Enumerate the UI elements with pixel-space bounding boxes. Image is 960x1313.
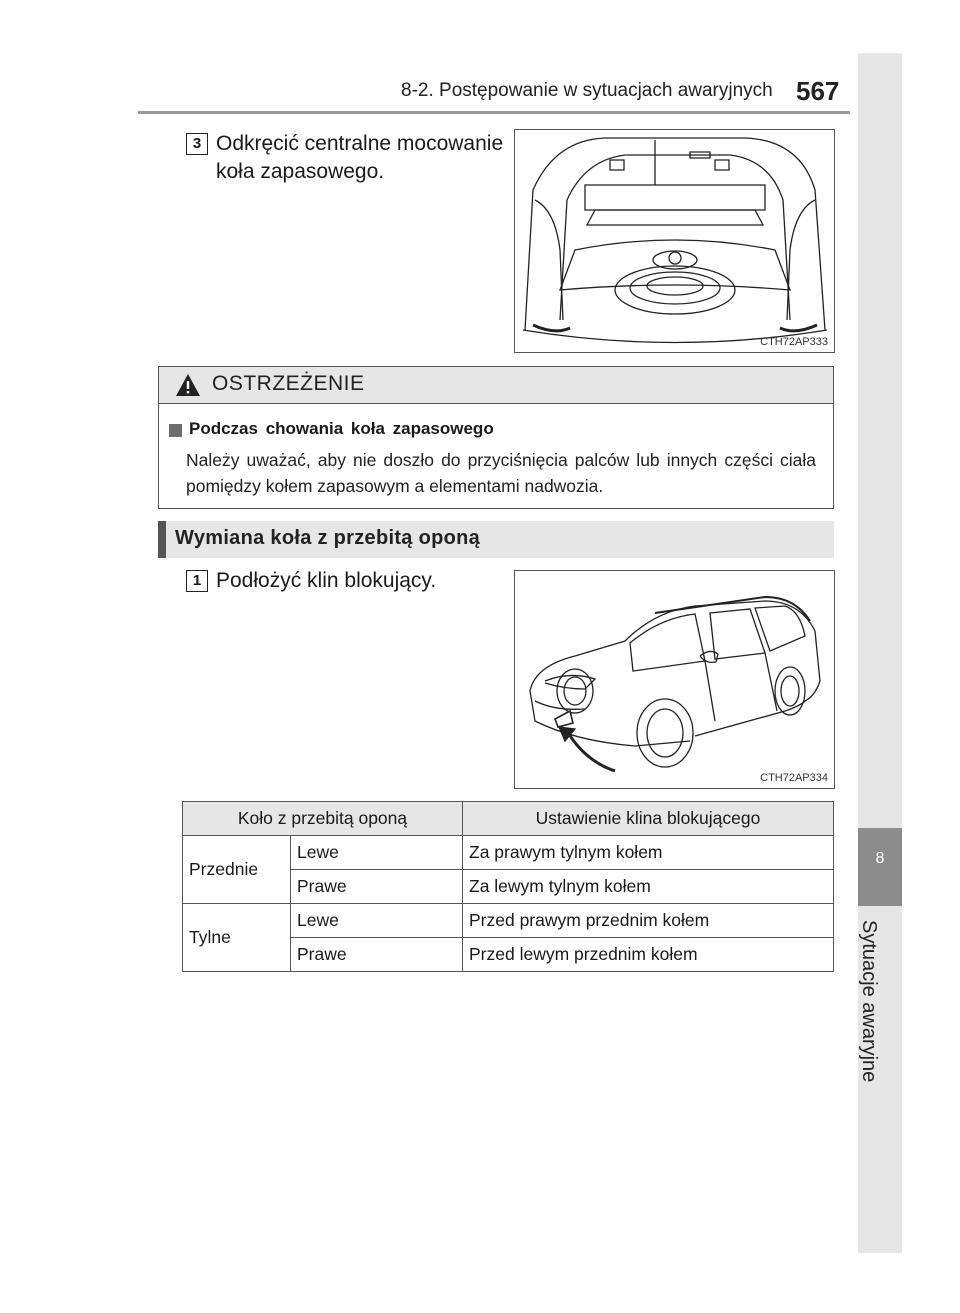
trunk-spare-wheel-illustration <box>514 129 835 353</box>
side-cell: Prawe <box>291 938 463 972</box>
step-number-box: 3 <box>186 133 208 155</box>
warning-box <box>158 366 834 509</box>
step-3-text-line-1: Odkręcić centralne mocowanie <box>216 132 504 155</box>
section-title: Wymiana koła z przebitą oponą <box>175 527 481 549</box>
warning-title: OSTRZEŻENIE <box>212 372 365 395</box>
bullet-square-icon <box>169 424 182 437</box>
step-3-text-line-2: koła zapasowego. <box>216 160 385 183</box>
chapter-title: Sytuacje awaryjne <box>858 920 880 1083</box>
table-row <box>183 904 834 938</box>
placement-cell: Przed lewym przednim kołem <box>463 938 834 972</box>
wheel-chock-table <box>182 801 834 972</box>
chapter-number: 8 <box>875 850 885 867</box>
table-header-cell: Ustawienie klina blokującego <box>463 802 834 836</box>
placement-cell: Przed prawym przednim kołem <box>463 904 834 938</box>
step-3-text <box>216 130 503 186</box>
trunk-drawing <box>515 130 833 351</box>
illustration-code: CTH72AP334 <box>760 772 828 784</box>
side-cell: Lewe <box>291 904 463 938</box>
placement-cell: Za prawym tylnym kołem <box>463 836 834 870</box>
page-number: 567 <box>796 76 840 106</box>
section-heading-bar <box>158 521 166 558</box>
table-header-row <box>183 802 834 836</box>
warning-header <box>159 367 833 404</box>
illustration-code: CTH72AP333 <box>760 336 828 348</box>
car-wheel-chock-illustration <box>514 570 835 789</box>
header-divider <box>138 111 850 114</box>
step-number-box: 1 <box>186 570 208 592</box>
side-cell: Lewe <box>291 836 463 870</box>
table-row <box>183 836 834 870</box>
car-drawing <box>515 571 833 787</box>
warning-subtitle: Podczas chowania koła zapasowego <box>189 419 494 438</box>
step-1-text: Podłożyć klin blokujący. <box>216 569 437 592</box>
side-cell: Prawe <box>291 870 463 904</box>
warning-triangle-icon <box>175 373 201 397</box>
warning-body: Należy uważać, aby nie doszło do przyciśnięcia palców lub innych części ciała pomiędzy kołem zapasowym a elementami nadwozia. <box>186 450 816 496</box>
header-section-title: 8-2. Postępowanie w sytuacjach awaryjnych <box>401 80 773 101</box>
section-heading <box>158 521 834 558</box>
table-header-cell: Koło z przebitą oponą <box>183 802 463 836</box>
axle-cell: Przednie <box>183 836 291 904</box>
axle-cell: Tylne <box>183 904 291 972</box>
placement-cell: Za lewym tylnym kołem <box>463 870 834 904</box>
